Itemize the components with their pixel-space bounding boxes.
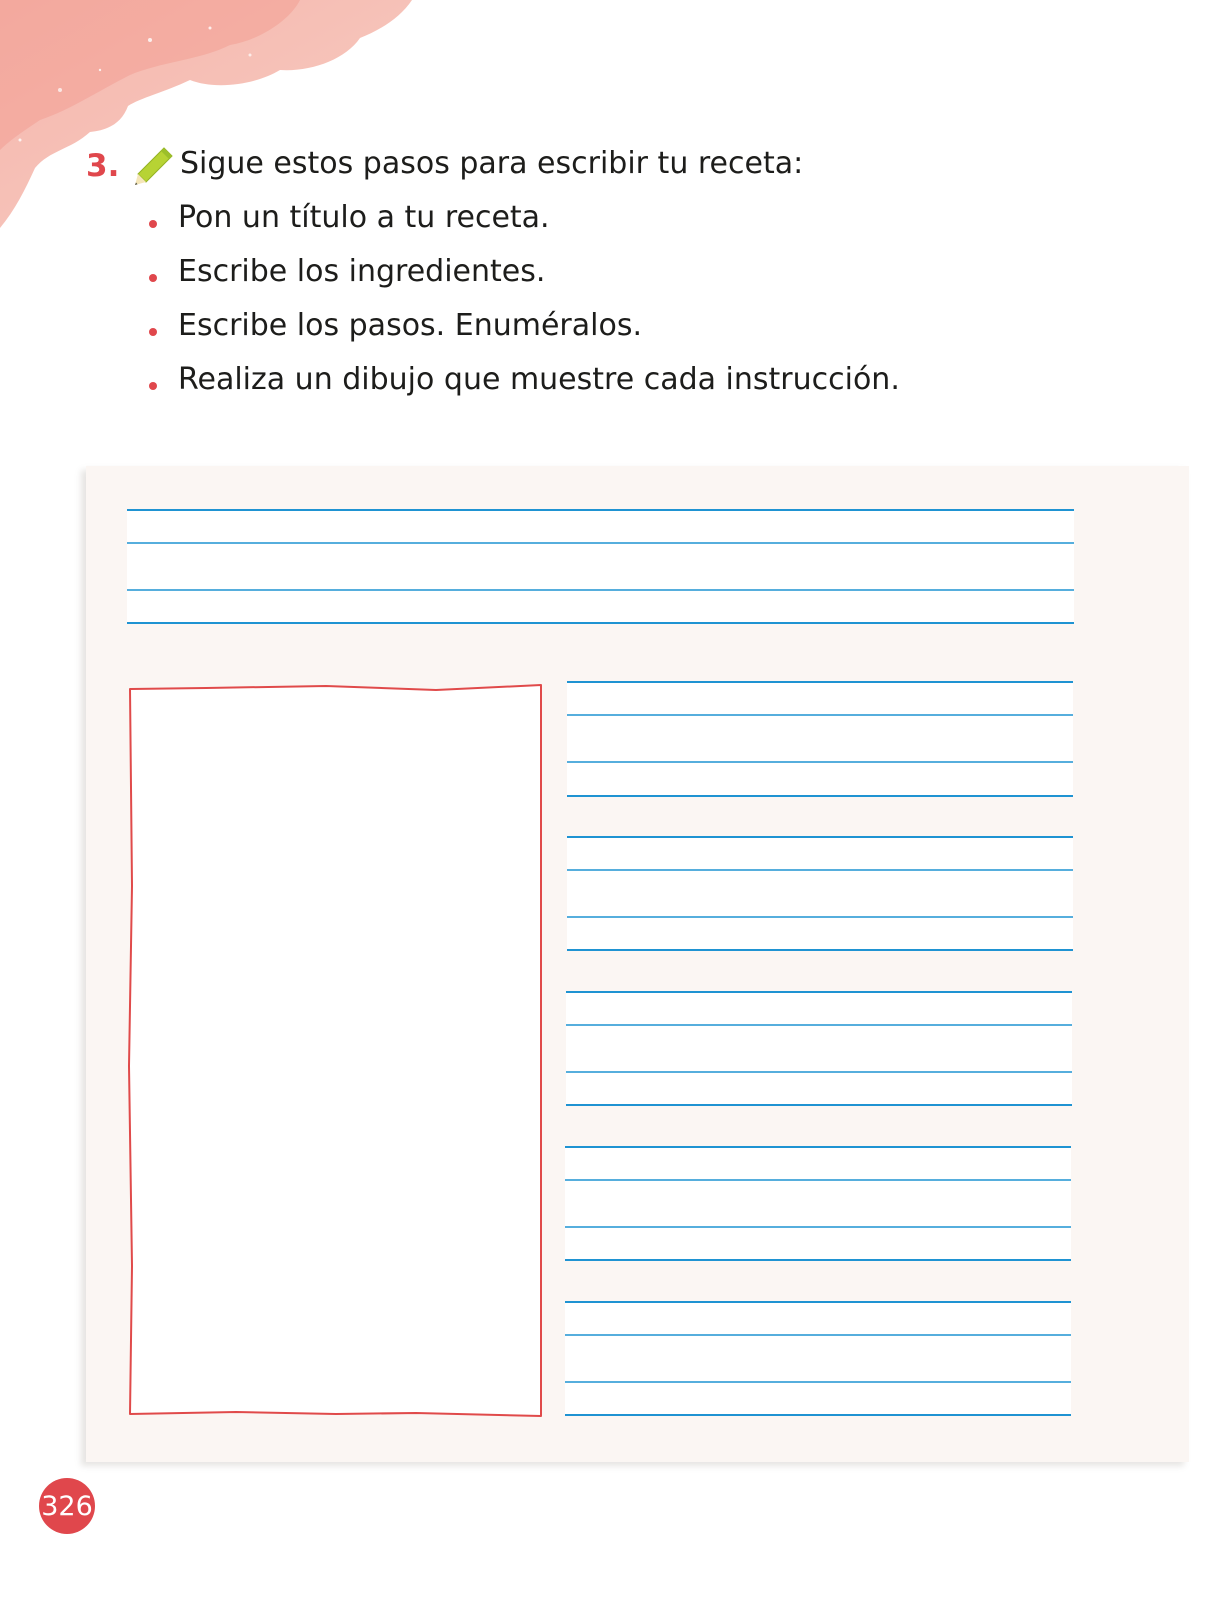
instruction-text: Sigue estos pasos para escribir tu receta: [180,146,804,181]
pencil-icon [130,144,176,190]
steps-writing-lines[interactable] [565,682,1073,1416]
page-number: 326 [39,1478,95,1534]
bullet-icon [149,382,157,390]
bullet-icon [149,274,157,282]
exercise-number: 3. [86,148,120,184]
bullet-icon [149,220,157,228]
bullet-icon [149,328,157,336]
worksheet-lines [86,466,1189,1462]
title-writing-lines[interactable] [127,510,1074,623]
recipe-worksheet [86,466,1189,1462]
drawing-frame[interactable] [129,685,541,1416]
